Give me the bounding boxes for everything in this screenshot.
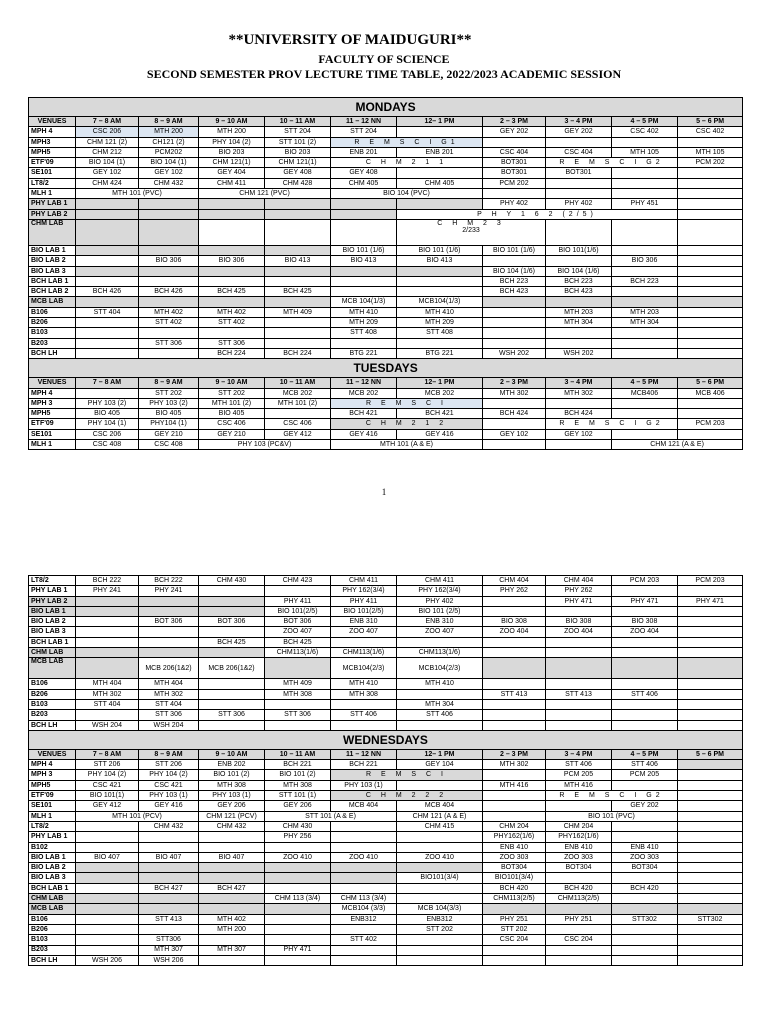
table-row: B102 ENB 410 ENB 410 ENB 410 (29, 842, 743, 852)
day-header-mondays: MONDAYS (29, 98, 743, 117)
table-row: MLH 1 CSC 408 CSC 408 PHY 103 (PC&V) MTH 101 (A & E) CHM 121 (A & E) (29, 440, 743, 450)
table-row: LT8/2 CHM 424 CHM 432 CHM 411 CHM 428 CHM 405 CHM 405 PCM 202 (29, 178, 743, 188)
table-row: PHY LAB 1 PHY 402 PHY 402 PHY 451 (29, 199, 743, 209)
table-row: BCH LAB 2 BCH 426 BCH 426 BCH 425 BCH 425 BCH 423 BCH 423 (29, 287, 743, 297)
table-row: PHY LAB 2 PHY 411 PHY 411 PHY 402 PHY 471 PHY 471 PHY 471 (29, 596, 743, 606)
table-row: PHY LAB 1 PHY 241 PHY 241 PHY 162(3/4) PHY 162(3/4) PHY 262 PHY 262 (29, 586, 743, 596)
table-row: BIO LAB 2 BOT 306 BOT 306 BOT 306 ENB 310 ENB 310 BIO 308 BIO 308 BIO 308 (29, 617, 743, 627)
table-row: SE101 GEY 412 GEY 416 GEY 206 GEY 206 MCB 404 MCB 404 GEY 202 (29, 801, 743, 811)
faculty-title: FACULTY OF SCIENCE (318, 52, 450, 66)
table-row: B203 MTH 307 MTH 307 PHY 471 (29, 945, 743, 955)
table-row: ETF'09 BIO 101(1) PHY 103 (1) PHY 103 (1) STT 101 (1) C H M 2 2 2 R E M S C I G2 (29, 791, 743, 801)
table-row: B103 STT 408 STT 408 (29, 328, 743, 338)
table-row: BIO LAB 1 BIO 101(2/5) BIO 101(2/5) BIO 101 (2/5) (29, 606, 743, 616)
university-title: **UNIVERSITY OF MAIDUGURI** (228, 32, 472, 48)
table-row: MPH3 CHM 121 (2) CH121 (2) PHY 104 (2) STT 101 (2) R E M S C I G1 (29, 137, 743, 147)
table-row: MPH 3 PHY 104 (2) PHY 104 (2) BIO 101 (2) BIO 101 (2) R E M S C I PCM 205 PCM 205 (29, 770, 743, 780)
table-row: MPH 3 PHY 103 (2) PHY 103 (2) MTH 101 (2) MTH 101 (2) R E M S C I (29, 398, 743, 408)
table-row: MPH 4 CSC 206 MTH 200 MTH 200 STT 204 STT 204 GEY 202 GEY 202 CSC 402 CSC 402 (29, 127, 743, 137)
table-row: B206 STT 402 STT 402 MTH 209 MTH 209 MTH 304 MTH 304 (29, 318, 743, 328)
table-row: BCH LH WSH 204 WSH 204 (29, 720, 743, 730)
table-row: LT8/2 CHM 432 CHM 432 CHM 430 CHM 415 CHM 204 CHM 204 (29, 821, 743, 831)
table-row: B203 STT 306 STT 306 (29, 338, 743, 348)
table-row: MCB LAB MCB 206(1&2) MCB 206(1&2) MCB104(2/3) MCB104(2/3) (29, 658, 743, 679)
table-row: LT8/2 BCH 222 BCH 222 CHM 430 CHM 423 CHM 411 CHM 411 CHM 404 CHM 404 PCM 203 PCM 203 (29, 576, 743, 586)
timetable-page-1 (28, 97, 743, 450)
table-row: B106 STT 413 MTH 402 ENB312 ENB312 PHY 251 PHY 251 STT302 STT302 (29, 914, 743, 924)
table-row: B206 MTH 302 MTH 302 MTH 308 MTH 308 STT 413 STT 413 STT 406 (29, 689, 743, 699)
table-row: BCH LH WSH 206 WSH 206 (29, 955, 743, 965)
table-row: MPH5 CSC 421 CSC 421 MTH 308 MTH 308 PHY 103 (1) MTH 416 MTH 416 (29, 780, 743, 790)
table-row: B206 MTH 200 STT 202 STT 202 (29, 924, 743, 934)
table-row: B103 STT306 STT 402 CSC 204 CSC 204 (29, 935, 743, 945)
table-row: B103 STT 404 STT 404 MTH 304 (29, 699, 743, 709)
table-row: BIO LAB 2 BOT304 BOT304 BOT304 (29, 863, 743, 873)
table-row: MCB LAB MCB104 (3/3) MCB 104(3/3) (29, 904, 743, 914)
table-row: BIO LAB 3 BIO 104 (1/6) BIO 104 (1/6) (29, 266, 743, 276)
table-row: B106 STT 404 MTH 402 MTH 402 MTH 409 MTH 410 MTH 410 MTH 203 MTH 203 (29, 307, 743, 317)
table-row: MLH 1 MTH 101 (PVC) CHM 121 (PVC) BIO 104 (PVC) (29, 189, 743, 199)
table-row: MPH5 BIO 405 BIO 405 BIO 405 BCH 421 BCH 421 BCH 424 BCH 424 (29, 409, 743, 419)
day-header-wednesdays: WEDNESDAYS (29, 730, 743, 749)
table-row: MLH 1 MTH 101 (PCV) CHM 121 (PCV) STT 101 (A & E) CHM 121 (A & E) BIO 101 (PVC) (29, 811, 743, 821)
column-header-row: VENUES 7 – 8 AM 8 – 9 AM 9 – 10 AM 10 – 11 AM 11 – 12 NN 12– 1 PM 2 – 3 PM 3 – 4 PM 4 – 5 PM 5 – 6 PM (29, 749, 743, 759)
table-row: MPH 4 STT 206 STT 206 ENB 202 BCH 221 BCH 221 GEY 104 MTH 302 STT 406 STT 406 (29, 760, 743, 770)
table-row: SE101 GEY 102 GEY 102 GEY 404 GEY 408 GEY 408 BOT301 BOT301 (29, 168, 743, 178)
table-row: BCH LAB 1 BCH 425 BCH 425 (29, 637, 743, 647)
table-row: BCH LAB 1 BCH 427 BCH 427 BCH 420 BCH 420 BCH 420 (29, 883, 743, 893)
table-row: SE101 CSC 206 GEY 210 GEY 210 GEY 412 GEY 416 GEY 416 GEY 102 GEY 102 (29, 429, 743, 439)
table-row: CHM LAB C H M 2 3 2/233 (29, 219, 743, 245)
table-row: BCH LH BCH 224 BCH 224 BTG 221 BTG 221 WSH 202 WSH 202 (29, 348, 743, 358)
timetable-page-2 (28, 575, 743, 966)
table-row: BIO LAB 2 BIO 306 BIO 306 BIO 413 BIO 413 BIO 413 BIO 306 (29, 256, 743, 266)
table-row: PHY LAB 1 PHY 256 PHY162(1/6) PHY162(1/6) (29, 832, 743, 842)
table-row: BCH LAB 1 BCH 223 BCH 223 BCH 223 (29, 276, 743, 286)
table-row: ETF'09 BIO 104 (1) BIO 104 (1) CHM 121(1) CHM 121(1) C H M 2 1 1 BOT301 R E M S C I G2 PCM 202 (29, 158, 743, 168)
table-row: MPH5 CHM 212 PCM202 BIO 203 BIO 203 ENB 201 ENB 201 CSC 404 CSC 404 MTH 105 MTH 105 (29, 147, 743, 157)
column-header-row: VENUES 7 – 8 AM 8 – 9 AM 9 – 10 AM 10 – 11 AM 11 – 12 NN 12– 1 PM 2 – 3 PM 3 – 4 PM 4 – 5 PM 5 – 6 PM (29, 378, 743, 388)
table-row: PHY LAB 2 P H Y 1 6 2 (2/5) (29, 209, 743, 219)
table-row: B203 STT 306 STT 306 STT 306 STT 406 STT 406 (29, 710, 743, 720)
table-row: B106 MTH 404 MTH 404 MTH 409 MTH 410 MTH 410 (29, 679, 743, 689)
table-row: ETF'09 PHY 104 (1) PHY104 (1) CSC 406 CSC 406 C H M 2 1 2 R E M S C I G2 PCM 203 (29, 419, 743, 429)
table-row: BIO LAB 1 BIO 407 BIO 407 BIO 407 ZOO 410 ZOO 410 ZOO 410 ZOO 303 ZOO 303 ZOO 303 (29, 852, 743, 862)
timetable-title: SECOND SEMESTER PROV LECTURE TIME TABLE, 2022/2023 ACADEMIC SESSION (146, 67, 622, 81)
table-row: MPH 4 STT 202 STT 202 MCB 202 MCB 202 MCB 202 MTH 302 MTH 302 MCB406 MCB 406 (29, 388, 743, 398)
table-row: CHM LAB CHM 113 (3/4) CHM 113 (3/4) CHM113(2/5) CHM113(2/5) (29, 894, 743, 904)
table-row: BIO LAB 3 ZOO 407 ZOO 407 ZOO 407 ZOO 404 ZOO 404 ZOO 404 (29, 627, 743, 637)
page-number: 1 (381, 487, 387, 497)
table-row: BIO LAB 1 BIO 101 (1/6) BIO 101 (1/6) BIO 101 (1/6) BIO 101(1/6) (29, 245, 743, 255)
day-header-tuesdays: TUESDAYS (29, 359, 743, 378)
table-row: MCB LAB MCB 104(1/3) MCB104(1/3) (29, 297, 743, 307)
table-row: CHM LAB CHM113(1/6) CHM113(1/6) CHM113(1/6) (29, 648, 743, 658)
column-header-row: VENUES 7 – 8 AM 8 – 9 AM 9 – 10 AM 10 – 11 AM 11 – 12 NN 12– 1 PM 2 – 3 PM 3 – 4 PM 4 – 5 PM 5 – 6 PM (29, 117, 743, 127)
table-row: BIO LAB 3 BIO101(3/4) BIO101(3/4) (29, 873, 743, 883)
